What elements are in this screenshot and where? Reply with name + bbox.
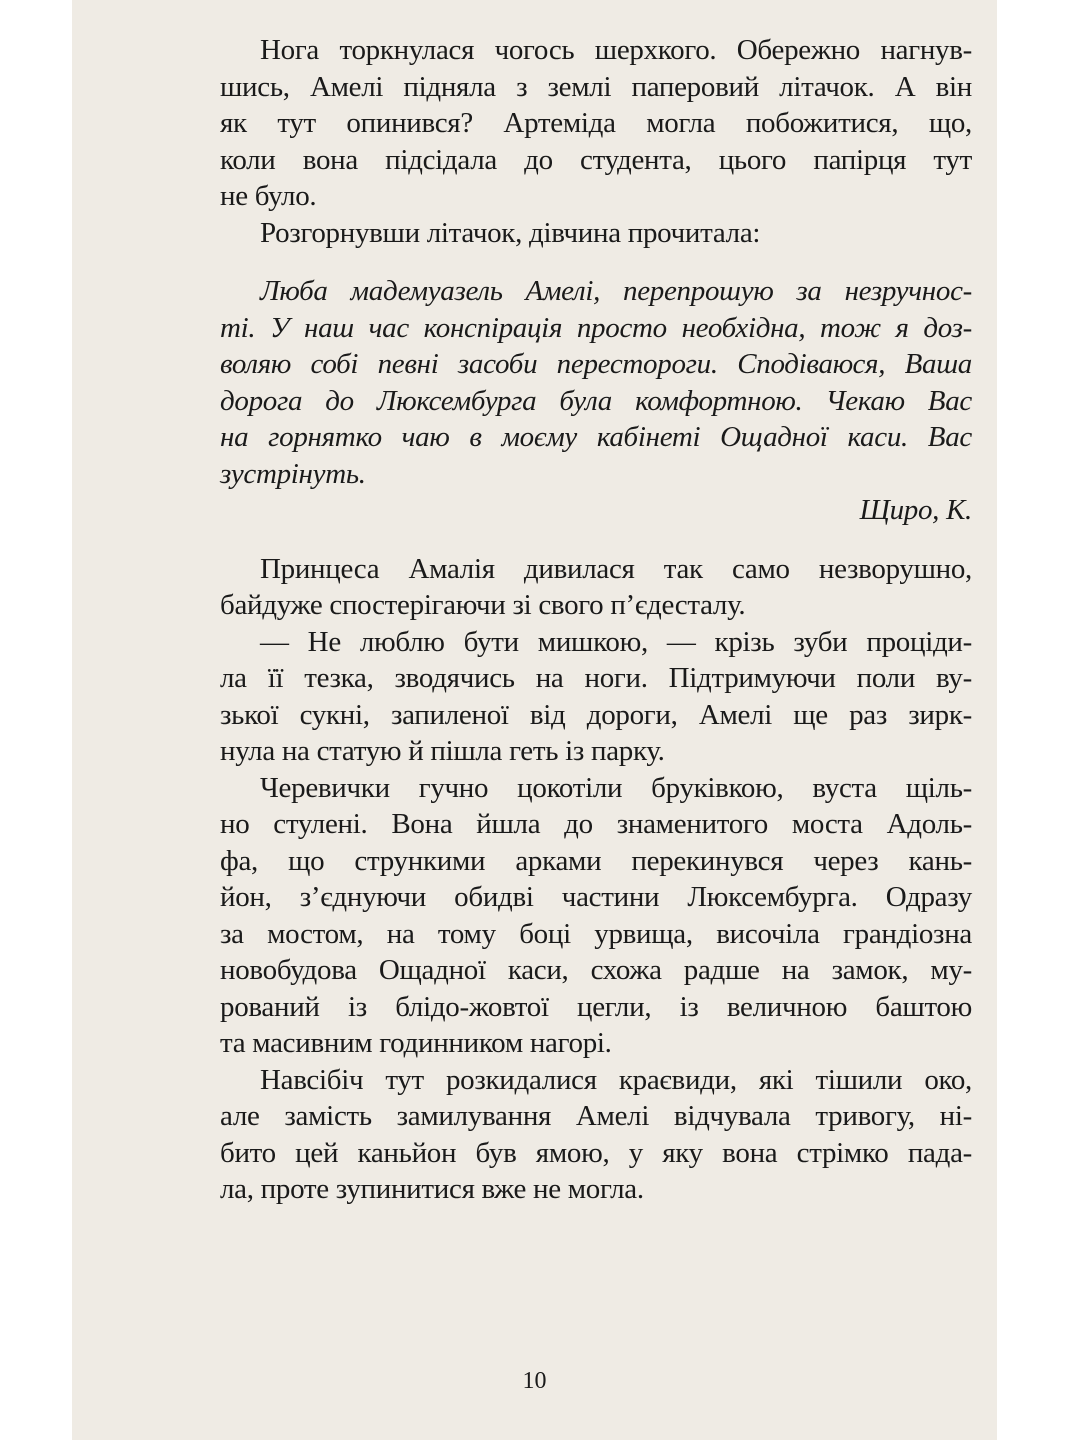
text-line: Розгорнувши літачок, дівчина прочитала: xyxy=(260,216,761,249)
text-line: Щиро, К. xyxy=(859,494,972,526)
paragraph xyxy=(220,770,972,1062)
paragraph xyxy=(220,215,972,252)
text-line: зької сукні, запиленої від дороги, Амелі ще раз зирк- xyxy=(220,698,972,731)
text-line: новобудова Ощадної каси, схожа радше на замок, му- xyxy=(220,954,972,986)
text-line: йон, з’єднуючи обидві частини Люксембурга. Одразу xyxy=(220,881,972,913)
text-line: дорога до Люксембурга була комфортною. Чекаю Вас xyxy=(220,384,972,417)
letter-paragraph xyxy=(220,273,972,492)
text-line: зустрінуть. xyxy=(220,457,366,490)
text-line: ла, проте зупинитися вже не могла. xyxy=(220,1173,644,1205)
paragraph xyxy=(220,1062,972,1208)
text-line: фа, що стрункими арками перекинувся через кань- xyxy=(220,844,972,877)
paragraph xyxy=(220,624,972,770)
text-line: Черевички гучно цокотіли бруківкою, вуста щіль- xyxy=(260,771,972,804)
text-line: шись, Амелі підняла з землі паперовий літачок. А він xyxy=(220,70,972,103)
text-line: не було. xyxy=(220,180,317,212)
text-line: Нога торкнулася чогось шерхкого. Обережно нагнув- xyxy=(260,34,972,66)
page-number: 10 xyxy=(522,1368,547,1394)
text-line: як тут опинився? Артеміда могла побожитися, що, xyxy=(220,107,972,139)
text-line: байдуже спостерігаючи зі свого п’єдесталу. xyxy=(220,589,746,621)
paragraph xyxy=(220,551,972,624)
text-line: но стулені. Вона йшла до знаменитого моста Адоль- xyxy=(220,808,972,840)
text-line: нула на статую й пішла геть із парку. xyxy=(220,735,665,767)
text-line: воляю собі певні засоби перестороги. Сподіваюся, Ваша xyxy=(220,348,972,380)
text-line: ла її тезка, зводячись на ноги. Підтримуючи поли ву- xyxy=(220,662,972,694)
text-line: Навсібіч тут розкидалися краєвиди, які тішили око, xyxy=(260,1063,972,1096)
text-line: Люба мадемуазель Амелі, перепрошую за незручнос- xyxy=(260,275,972,307)
text-line: бито цей каньйон був ямою, у яку вона стрімко пада- xyxy=(220,1136,972,1169)
text-line: рований із блідо-жовтої цегли, із величною баштою xyxy=(220,990,972,1023)
letter-signature xyxy=(220,492,972,529)
page-body xyxy=(220,32,972,1208)
book-page xyxy=(72,0,997,1440)
text-line: але замість замилування Амелі відчувала тривогу, ні- xyxy=(220,1100,972,1132)
text-line: ті. У наш час конспірація просто необхідна, тож я доз- xyxy=(220,311,972,344)
text-line: — Не люблю бути мишкою, — крізь зуби проціди- xyxy=(260,625,972,658)
text-line: коли вона підсідала до студента, цього папірця тут xyxy=(220,143,972,176)
paragraph xyxy=(220,32,972,215)
text-line: за мостом, на тому боці урвища, височіла грандіозна xyxy=(220,917,972,950)
text-line: на горнятко чаю в моєму кабінеті Ощадної каси. Вас xyxy=(220,421,972,453)
text-line: та масивним годинником нагорі. xyxy=(220,1027,612,1059)
text-line: Принцеса Амалія дивилася так само незворушно, xyxy=(260,552,972,585)
